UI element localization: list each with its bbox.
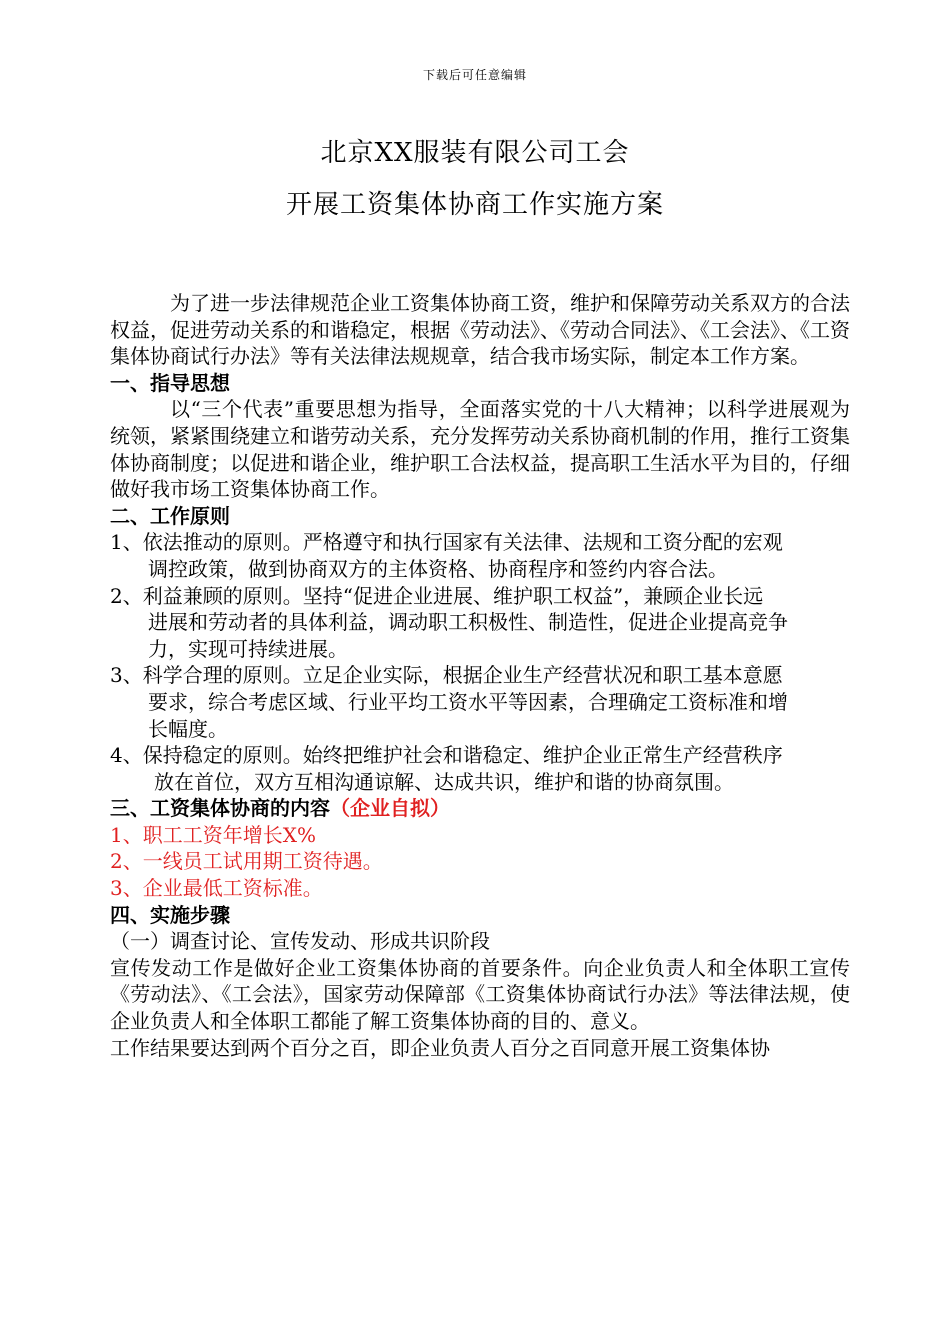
section-1-text: 以“三个代表”重要思想为指导，全面落实党的十八大精神；以科学进展观为统领，紧紧围绕建立和谐劳动关系，充分发挥劳动关系协商机制的作用，推行工资集体协商制度；以促进和谐企业，维护职工合法权益，提高职工生活水平为目的，仔细做好我市场工资集体协商工作。 — [110, 397, 850, 502]
section-4-heading: 四、实施步骤 — [110, 902, 230, 927]
principle-1-line2: 调控政策，做到协商双方的主体资格、协商程序和签约内容合法。 — [148, 556, 728, 581]
document-title-line1: 北京XX服装有限公司工会 — [320, 138, 630, 168]
content-item-2: 2、一线员工试用期工资待遇。 — [110, 849, 383, 874]
content-item-3: 3、企业最低工资标准。 — [110, 876, 323, 901]
principle-2-line1: 2、利益兼顾的原则。坚持“促进企业进展、维护职工权益”，兼顾企业长远 — [110, 583, 764, 608]
content-item-1: 1、职工工资年增长X% — [110, 822, 316, 847]
section-1-heading: 一、指导思想 — [110, 370, 230, 395]
stage-1-heading: （一）调查讨论、宣传发动、形成共识阶段 — [110, 929, 490, 954]
header-note: 下载后可任意编辑 — [422, 68, 527, 82]
principle-3-line2: 要求，综合考虑区域、行业平均工资水平等因素，合理确定工资标准和增 — [148, 689, 788, 714]
principle-4-line1: 4、保持稳定的原则。始终把维护社会和谐稳定、维护企业正常生产经营秩序 — [110, 743, 783, 768]
intro-paragraph: 为了进一步法律规范企业工资集体协商工资，维护和保障劳动关系双方的合法权益，促进劳动关系的和谐稳定，根据《劳动法》、《劳动合同法》、《工会法》、《工资集体协商试行办法》等有关法律法规规章，结合我市场实际，制定本工作方案。 — [110, 291, 850, 369]
principle-3-line1: 3、科学合理的原则。立足企业实际，根据企业生产经营状况和职工基本意愿 — [110, 663, 783, 688]
section-3-heading-text: 三、工资集体协商的内容 — [110, 796, 330, 821]
section-2-heading: 二、工作原则 — [110, 503, 230, 528]
document-title-line2: 开展工资集体协商工作实施方案 — [285, 190, 664, 220]
section-3-heading-note: （企业自拟） — [330, 796, 450, 821]
stage-1-paragraph-2: 工作结果要达到两个百分之百，即企业负责人百分之百同意开展工资集体协 — [110, 1035, 770, 1060]
principle-3-line3: 长幅度。 — [148, 716, 228, 741]
principle-4-line2: 放在首位，双方互相沟通谅解、达成共识，维护和谐的协商氛围。 — [154, 769, 734, 794]
stage-1-paragraph-1: 宣传发动工作是做好企业工资集体协商的首要条件。向企业负责人和全体职工宣传《劳动法》、《工会法》，国家劳动保障部《工资集体协商试行办法》等法律法规，使企业负责人和全体职工都能了解工资集体协商的目的、意义。 — [110, 955, 850, 1034]
principle-2-line2: 进展和劳动者的具体利益，调动职工积极性、制造性，促进企业提高竞争 — [148, 610, 788, 635]
section-3-heading — [110, 795, 850, 822]
principle-2-line3: 力，实现可持续进展。 — [148, 636, 348, 661]
principle-1-line1: 1、依法推动的原则。严格遵守和执行国家有关法律、法规和工资分配的宏观 — [110, 530, 783, 555]
document-body — [110, 290, 850, 1061]
